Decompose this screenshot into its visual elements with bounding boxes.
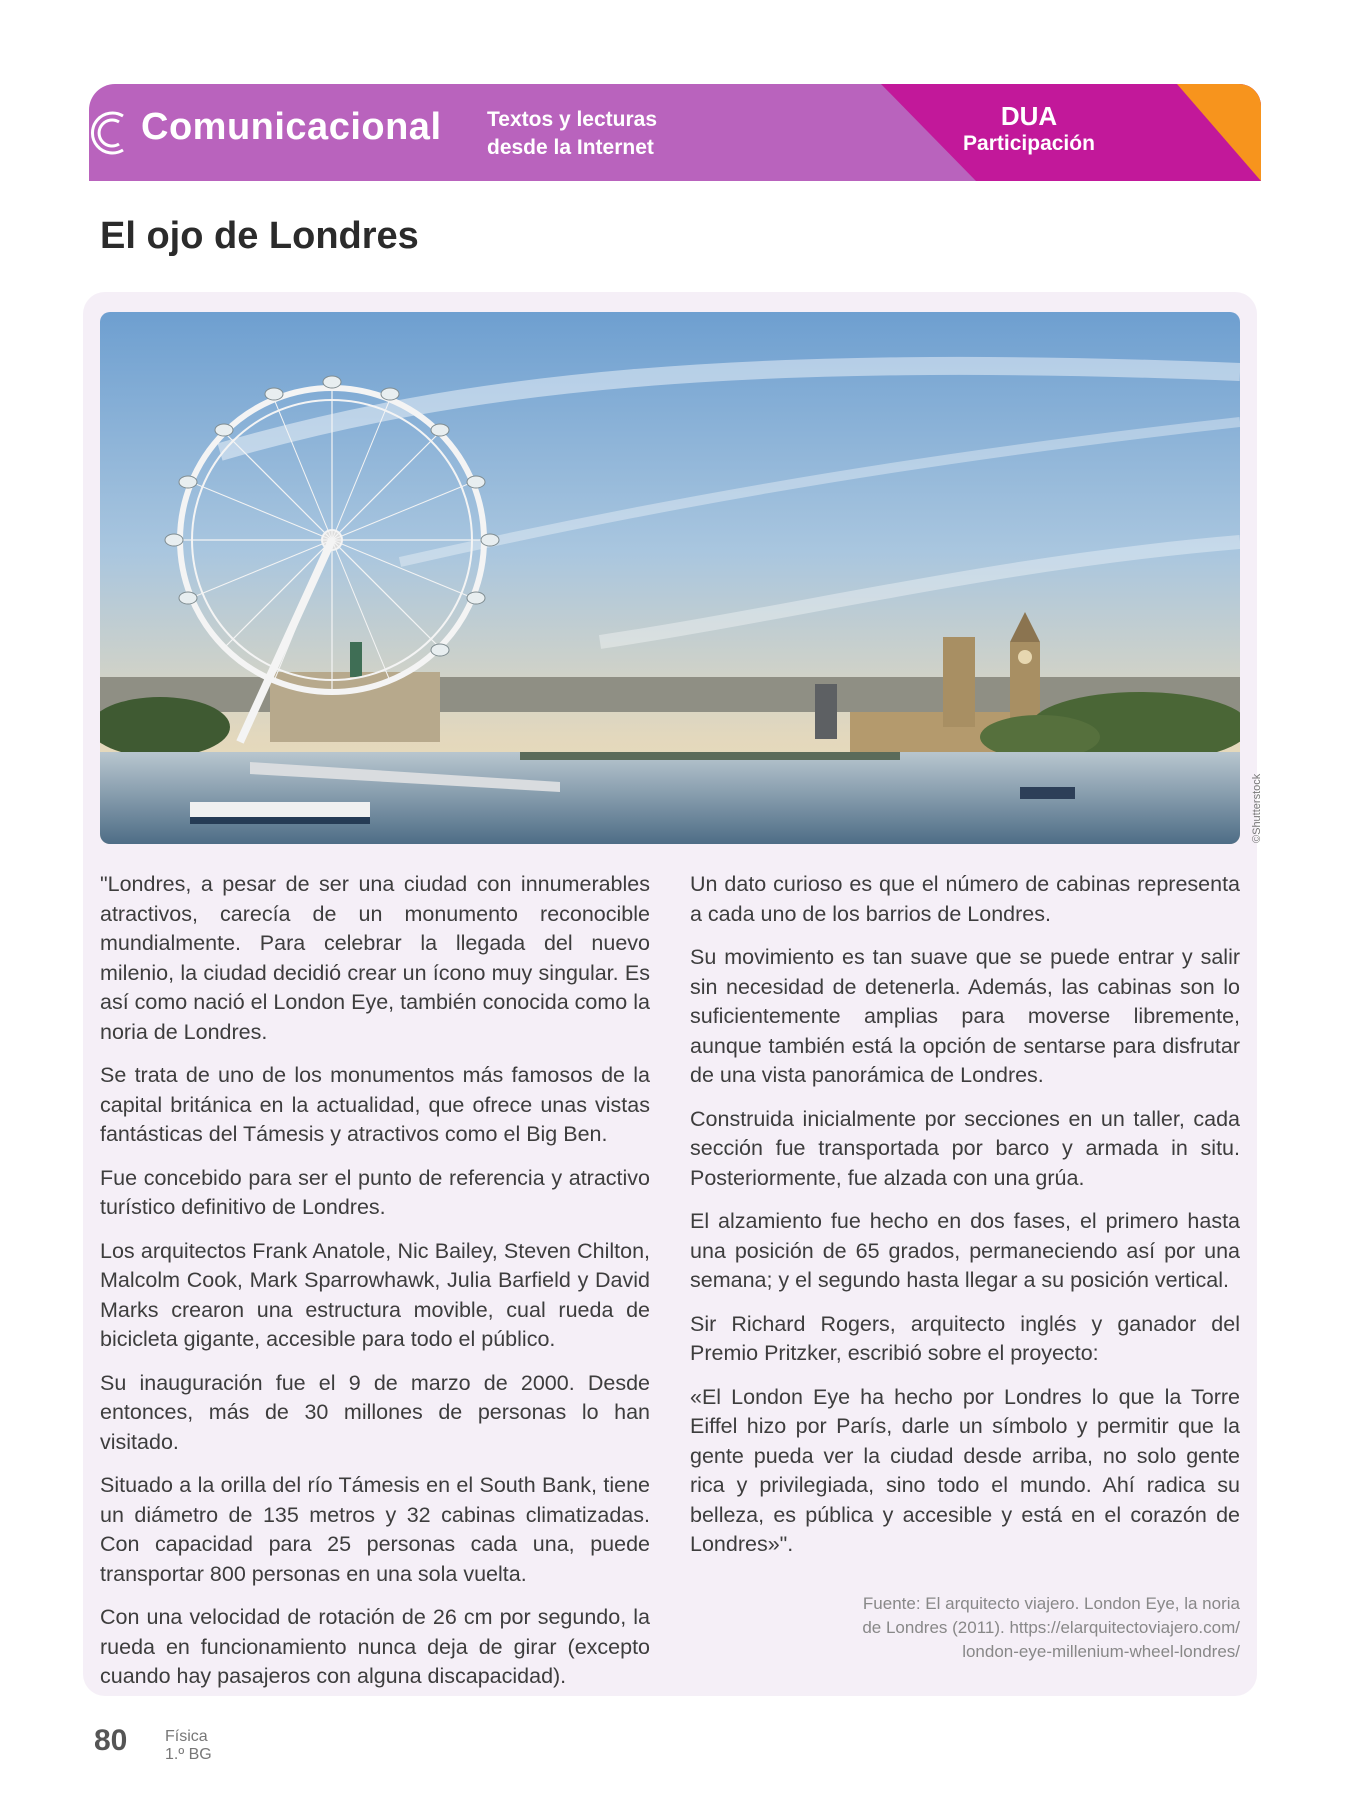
paragraph: Los arquitectos Frank Anatole, Nic Bailey, Steven Chilton, Malcolm Cook, Mark Sparrowhawk, Julia Barfield y David Marks crearon una estructura movible, cual rueda de bicicleta gigante, accesible para todo el público. [100, 1238, 650, 1351]
paragraph: El alzamiento fue hecho en dos fases, el primero hasta una posición de 65 grados, permaneciendo así por una semana; y el segundo hasta llegar a su posición vertical. [690, 1209, 1240, 1292]
right-column [690, 870, 1240, 1574]
paragraph: "Londres, a pesar de ser una ciudad con innumerables atractivos, carecía de un monumento reconocible mundialmente. Para celebrar la llegada del nuevo milenio, la ciudad decidió crear un ícono muy singular. Es así como nació el London Eye, también conocida como la noria de Londres. [100, 872, 650, 1044]
area-title: Comunicacional [141, 106, 442, 148]
paragraph: Sir Richard Rogers, arquitecto inglés y ganador del Premio Pritzker, escribió sobre el proyecto: [690, 1311, 1240, 1365]
london-eye-photo [100, 312, 1240, 844]
comunicacional-logo-icon [89, 106, 131, 160]
paragraph: Su movimiento es tan suave que se puede entrar y salir sin necesidad de detenerla. Además, las cabinas son lo suficientemente amplias para moverse libremente, aunque también está la opción de sentarse para disfrutar de una vista panorámica de Londres. [690, 945, 1240, 1087]
dua-label: DUA Participación [963, 101, 1095, 155]
paragraph: Con una velocidad de rotación de 26 cm por segundo, la rueda en funcionamiento nunca deja de girar (excepto cuando hay pasajeros con alguna discapacidad). [100, 1605, 650, 1688]
paragraph: Situado a la orilla del río Támesis en el South Bank, tiene un diámetro de 135 metros y 32 cabinas climatizadas. Con capacidad para 25 personas cada una, puede transportar 800 personas en una sola vuelta. [100, 1473, 650, 1586]
paragraph: Fue concebido para ser el punto de referencia y atractivo turístico definitivo de Londres. [100, 1165, 650, 1219]
photo-credit: ©Shutterstock [1251, 773, 1263, 843]
quote-paragraph: «El London Eye ha hecho por Londres lo que la Torre Eiffel hizo por París, darle un símbolo y permitir que la gente pueda ver la ciudad desde arriba, no solo gente rica y privilegiada, sino todo el mundo. Ahí radica su belleza, es pública y accesible y está en el corazón de Londres»". [690, 1384, 1240, 1556]
paragraph: Un dato curioso es que el número de cabinas representa a cada uno de los barrios de Londres. [690, 872, 1240, 926]
source-citation: Fuente: El arquitecto viajero. London Eye, la noria de Londres (2011). https://elarquitectoviajero.com/ london-eye-millenium-wheel-londres/ [862, 1594, 1240, 1661]
section-title: Textos y lecturas desde la Internet [487, 108, 658, 159]
page-title: El ojo de Londres [100, 215, 419, 257]
left-column [100, 870, 650, 1706]
header-band [89, 84, 1261, 181]
page-number: 80 [94, 1724, 128, 1757]
paragraph: Su inauguración fue el 9 de marzo de 2000. Desde entonces, más de 30 millones de personas lo han visitado. [100, 1370, 650, 1454]
paragraph: Construida inicialmente por secciones en un taller, cada sección fue transportada por barco y armada in situ. Posteriormente, fue alzada con una grúa. [690, 1106, 1240, 1190]
subject-label: Física 1.º BG [165, 1728, 212, 1763]
paragraph: Se trata de uno de los monumentos más famosos de la capital británica en la actualidad, que ofrece unas vistas fantásticas del Támesis y atractivos como el Big Ben. [100, 1063, 650, 1146]
